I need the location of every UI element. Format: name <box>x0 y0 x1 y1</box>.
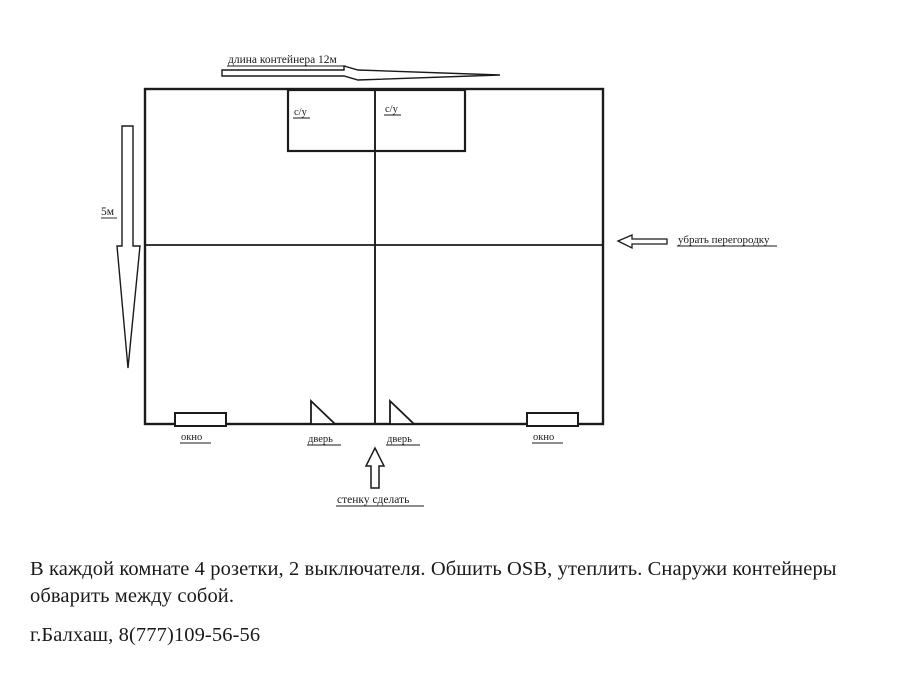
build-wall-arrow <box>366 448 384 488</box>
window-left-symbol <box>175 413 226 426</box>
bathroom-left-label: с/у <box>294 107 307 118</box>
remove-partition-arrow <box>618 235 667 248</box>
door-left-label: дверь <box>308 434 333 445</box>
length-dimension-arrow <box>222 66 500 80</box>
bathroom-block <box>288 90 465 151</box>
length-dimension-label: длина контейнера 12м <box>228 54 337 66</box>
door-right-label: дверь <box>387 434 412 445</box>
window-right-symbol <box>527 413 578 426</box>
specification-note: В каждой комнате 4 розетки, 2 выключателя. Обшить OSB, утеплить. Снаружи контейнеры обварить между собой. <box>30 558 837 608</box>
window-right-label: окно <box>533 432 555 443</box>
contact-note: г.Балхаш, 8(777)109-56-56 <box>30 624 261 646</box>
container-outline <box>145 89 603 424</box>
bathroom-right-label: с/у <box>385 104 398 115</box>
build-wall-label: стенку сделать <box>337 494 410 506</box>
remove-partition-label: убрать перегородку <box>678 234 770 246</box>
width-dimension-label: 5м <box>101 206 115 218</box>
width-dimension-arrow <box>117 126 140 368</box>
door-right-symbol <box>390 401 414 424</box>
window-left-label: окно <box>181 432 203 443</box>
